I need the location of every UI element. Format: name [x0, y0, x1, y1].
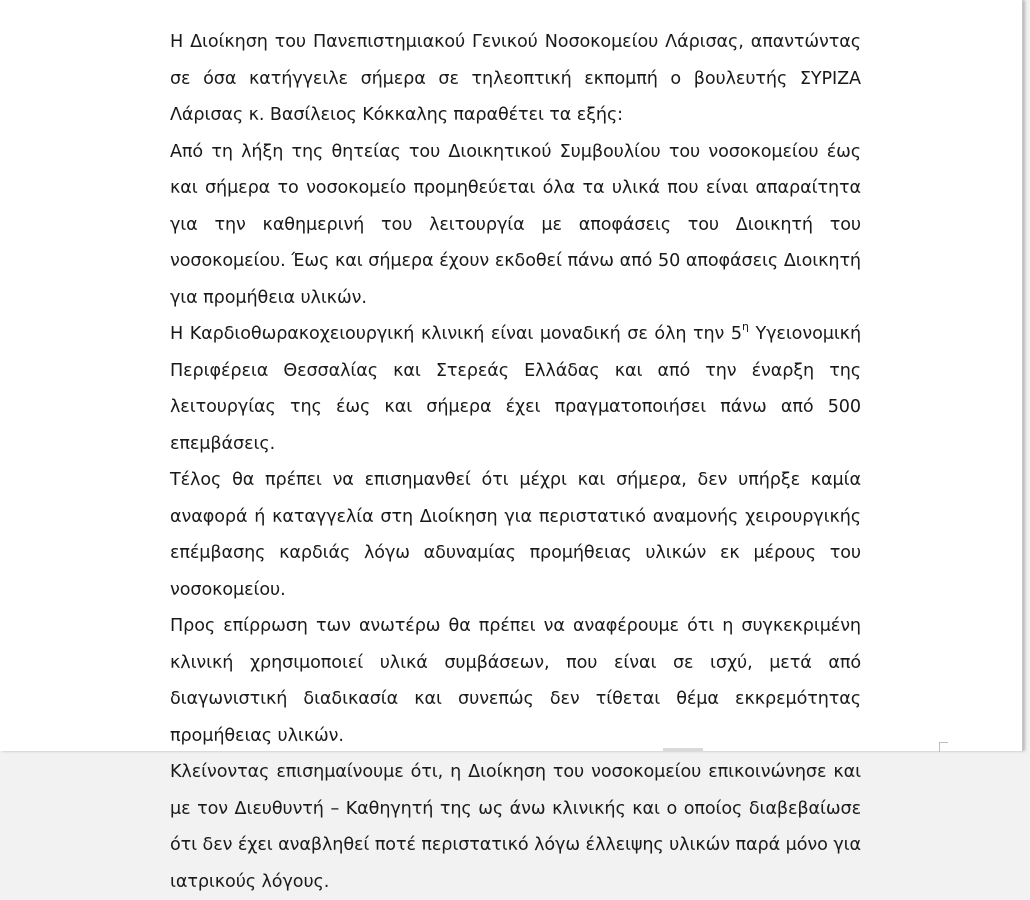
paragraph-cardiothoracic-clinic	[170, 316, 861, 462]
paragraph-cardiothoracic-text-before: Η Καρδιοθωρακοχειουργική κλινική είναι μοναδική σε όλη την 5	[170, 324, 742, 344]
paragraph-procurement: Από τη λήξη της θητείας του Διοικητικού Συμβουλίου του νοσοκομείου έως και σήμερα το νοσοκομείο προμηθεύεται όλα τα υλικά που είναι απαραίτητα για την καθημερινή του λειτουργία με αποφάσεις του Διοικητή του νοσοκομείου. Έως και σήμερα έχουν εκδοθεί πάνω από 50 αποφάσεις Διοικητή για προμήθεια υλικών.	[170, 141, 861, 308]
paragraph-closing: Κλείνοντας επισημαίνουμε ότι, η Διοίκηση του νοσοκομείου επικοινώνησε και με τον Διευθυντή – Καθηγητή της ως άνω κλινικής και ο οποίος διαβεβαίωσε ότι δεν έχει αναβληθεί ποτέ περιστατικό λόγω έλλειψης υλικών παρά μόνο για ιατρικούς λόγους.	[170, 762, 861, 892]
paragraph-contracts: Προς επίρρωση των ανωτέρω θα πρέπει να αναφέρουμε ότι η συγκεκριμένη κλινική χρησιμοποιεί υλικά συμβάσεων, που είναι σε ισχύ, μετά από διαγωνιστική διαδικασία και συνεπώς δεν τίθεται θέμα εκκρεμότητας προμήθειας υλικών.	[170, 616, 861, 746]
document-body	[170, 24, 861, 900]
paragraph-cardiothoracic-text-after: Υγειονομική Περιφέρεια Θεσσαλίας και Στερεάς Ελλάδας και από την έναρξη της λειτουργίας της έως και σήμερα έχει πραγματοποιήσει πάνω από 500 επεμβάσεις.	[170, 324, 861, 454]
paragraph-no-complaints: Τέλος θα πρέπει να επισημανθεί ότι μέχρι και σήμερα, δεν υπήρξε καμία αναφορά ή καταγγελία στη Διοίκηση για περιστατικό αναμονής χειρουργικής επέμβασης καρδιάς λόγω αδυναμίας προμήθειας υλικών εκ μέρους του νοσοκομείου.	[170, 470, 861, 600]
corner-mark	[939, 742, 948, 752]
paragraph-intro: Η Διοίκηση του Πανεπιστημιακού Γενικού Νοσοκομείου Λάρισας, απαντώντας σε όσα κατήγγειλε σήμερα σε τηλεοπτική εκπομπή ο βουλευτής ΣΥΡΙΖΑ Λάρισας κ. Βασίλειος Κόκκαλης παραθέτει τα εξής:	[170, 32, 861, 125]
ordinal-superscript: η	[741, 320, 749, 334]
scan-artifact	[663, 748, 703, 751]
